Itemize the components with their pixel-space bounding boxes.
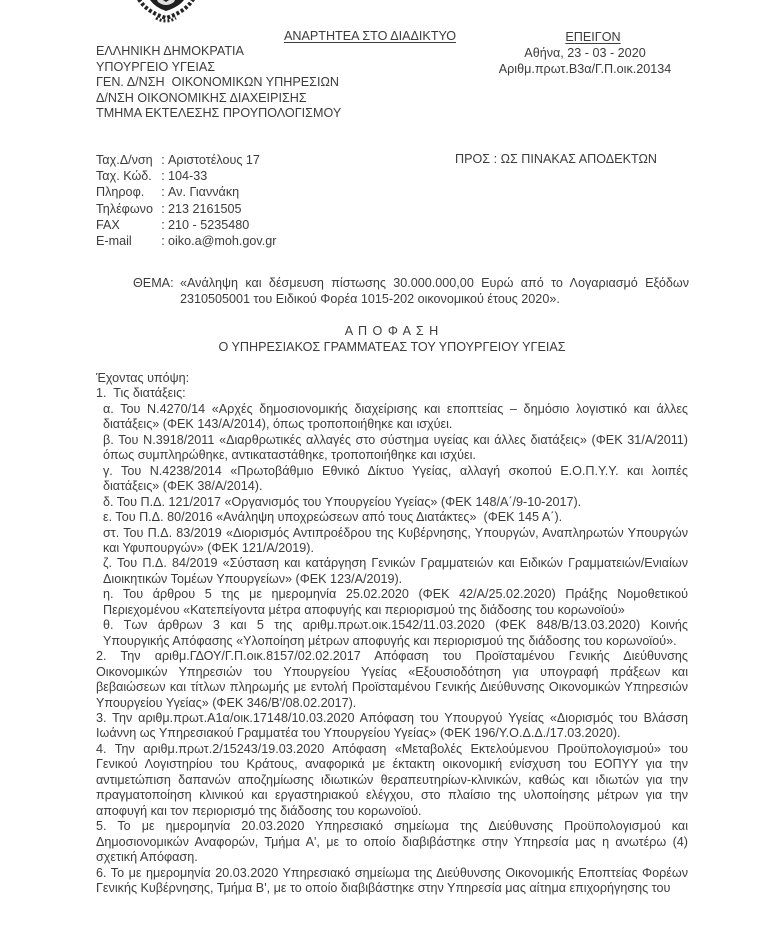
subject-text: «Ανάληψη και δέσμευση πίστωσης 30.000.000,00 Ευρώ από το Λογαριασμό Εξόδων 2310505001 του Ειδικού Φορέα 1015-202 οικονομικού έτους 2020». bbox=[180, 276, 689, 306]
contact-value: oiko.a@moh.gov.gr bbox=[168, 234, 277, 249]
org-line-ministry: ΥΠΟΥΡΓΕΙΟ ΥΓΕΙΑΣ bbox=[96, 59, 216, 74]
body-item-1c: γ. Του Ν.4238/2014 «Πρωτοβάθμιο Εθνικό Δίκτυο Υγείας, αλλαγή σκοπού Ε.Ο.Π.Υ.Υ. και λοιπές διατάξεις» (ΦΕΚ 38/Α/2014). bbox=[103, 463, 688, 494]
web-posting-notice: ΑΝΑΡΤΗΤΕΑ ΣΤΟ ΔΙΑΔΙΚΤΥΟ bbox=[283, 29, 457, 43]
contact-row-email bbox=[96, 233, 276, 249]
recipient-line: ΠΡΟΣ : ΩΣ ΠΙΝΑΚΑΣ ΑΠΟΔΕΚΤΩΝ bbox=[455, 152, 657, 166]
body-item-4: 4. Την αριθμ.πρωτ.2/15243/19.03.2020 Απόφαση «Μεταβολές Εκτελούμενου Προϋπολογισμού» του Γενικού Λογιστηρίου του Κράτους, αναφορικά με έκτακτη οικονομική ενίσχυση του ΕΟΠΥΥ για την αντιμετώπιση δαπανών αποζημίωσης ιδιωτικών θεραπευτηρίων-κλινικών, καθώς και ιδιωτών για την πραγματοποίηση κλινικού και εργαστηριακού ελέγχου, στο πλαίσιο της υλοποίησης μέτρων για την αποφυγή και τον περιορισμό της διάδοσης του κορωνοϊού. bbox=[96, 741, 688, 818]
body-item-3: 3. Την αριθμ.πρωτ.Α1α/οικ.17148/10.03.2020 Απόφαση του Υπουργού Υγείας «Διορισμός του Βλάσση Ιωάννη ως Υπηρεσιακού Γραμματέα του Υπουργείου Υγείας» (ΦΕΚ 196/Υ.Ο.Δ.Δ./17.03.2020). bbox=[96, 710, 688, 741]
body-item-1h: η. Του άρθρου 5 της με ημερομηνία 25.02.2020 (ΦΕΚ 42/Α/25.02.2020) Πράξης Νομοθετικού Περιεχομένου «Κατεπείγοντα μέτρα αποφυγής και περιορισμού της διάδοσης του κορωνοϊού» bbox=[103, 587, 688, 617]
contact-colon: : bbox=[161, 169, 165, 184]
decision-subtitle: Ο ΥΠΗΡΕΣΙΑΚΟΣ ΓΡΑΜΜΑΤΕΑΣ ΤΟΥ ΥΠΟΥΡΓΕΙΟΥ ΥΓΕΙΑΣ bbox=[218, 340, 566, 354]
contact-colon: : bbox=[161, 201, 165, 216]
body-item-1b: β. Του Ν.3918/2011 «Διαρθρωτικές αλλαγές στο σύστημα υγείας και άλλες διατάξεις» (ΦΕΚ 31/Α/2011) όπως συμπληρώθηκε, αντικαταστάθηκε, τροποποιήθηκε και ισχύει. bbox=[103, 432, 688, 463]
body-item-1a: α. Του Ν.4270/14 «Αρχές δημοσιονομικής διαχείρισης και εποπτείας – δημόσιο λογιστικό και άλλες διατάξεις» (ΦΕΚ 143/Α/2014), όπως τροποποιήθηκε και ισχύει. bbox=[103, 401, 688, 432]
body-item-1d: δ. Του Π.Δ. 121/2017 «Οργανισμός του Υπουργείου Υγείας» (ΦΕΚ 148/Α΄/9-10-2017). bbox=[103, 494, 582, 509]
body-item-1z: ζ. Του Π.Δ. 84/2019 «Σύσταση και κατάργηση Γενικών Γραμματειών και Ειδικών Γραμματειών/Ενιαίων Διοικητικών Τομέων Υπουργείων» (ΦΕΚ 123/Α/2019). bbox=[103, 556, 688, 586]
subject-block bbox=[133, 276, 689, 308]
body-item-5: 5. Το με ημερομηνία 20.03.2020 Υπηρεσιακό σημείωμα της Διεύθυνσης Προϋπολογισμού και Δημοσιονομικών Αναφορών, Τμήμα Α', με το οποίο διαβιβάστηκε στην Υπηρεσία μας η ανωτέρω (4) σχετική Απόφαση. bbox=[96, 819, 688, 865]
city-date: Αθήνα, 23 - 03 - 2020 bbox=[524, 46, 646, 60]
body-item-1e: ε. Του Π.Δ. 80/2016 «Ανάληψη υποχρεώσεων από τους Διατάκτες» (ΦΕΚ 145 Α΄). bbox=[103, 510, 563, 525]
header-right-block bbox=[495, 29, 675, 77]
contact-value: 210 - 5235480 bbox=[168, 217, 250, 232]
body-item-2: 2. Την αριθμ.ΓΔΟΥ/Γ.Π.οικ.8157/02.02.2017 Απόφαση του Προϊσταμένου Γενικής Διεύθυνσης Οικονομικών Υπηρεσιών του Υπουργείου Υγείας «Εξουσιοδότηση για υπογραφή πράξεων και βεβαιώσεων και τίτλων πληρωμής με εντολή Προϊσταμένου Γενικής Διεύθυνσης Οικονομικών Υπηρεσιών Υπουργείου Υγείας» (ΦΕΚ 346/Β'/08.02.2017). bbox=[96, 649, 688, 710]
org-line-directorate: Δ/ΝΣΗ ΟΙΚΟΝΟΜΙΚΗΣ ΔΙΑΧΕΙΡΙΣΗΣ bbox=[96, 90, 307, 105]
contact-label: E-mail bbox=[96, 234, 132, 249]
contact-row-telephone bbox=[96, 201, 276, 217]
contact-row-information bbox=[96, 184, 276, 200]
decision-title: Α Π Ο Φ Α Σ Η bbox=[344, 324, 440, 338]
contact-row-address bbox=[96, 152, 276, 168]
protocol-number: Αριθμ.πρωτ.Β3α/Γ.Π.οικ.20134 bbox=[498, 62, 672, 76]
body-item-1st: στ. Του Π.Δ. 83/2019 «Διορισμός Αντιπροέδρου της Κυβέρνησης, Υπουργών, Αναπληρωτών Υπουργών και Υφυπουργών» (ΦΕΚ 121/Α/2019). bbox=[103, 525, 688, 555]
contact-row-fax bbox=[96, 217, 276, 233]
body-item-1: 1. Τις διατάξεις: bbox=[96, 386, 186, 401]
contact-label: Ταχ. Κώδ. bbox=[96, 169, 152, 184]
document-body bbox=[96, 371, 688, 896]
contact-label: FAX bbox=[96, 217, 120, 232]
org-line-general-directorate: ΓΕΝ. Δ/ΝΣΗ ΟΙΚΟΝΟΜΙΚΩΝ ΥΠΗΡΕΣΙΩΝ bbox=[96, 75, 339, 90]
contact-value: Αριστοτέλους 17 bbox=[168, 153, 260, 167]
contact-value: Αν. Γιαννάκη bbox=[168, 185, 240, 200]
contact-value: 104-33 bbox=[168, 169, 208, 184]
org-block bbox=[96, 44, 341, 122]
contact-label: Τηλέφωνο bbox=[96, 201, 153, 216]
contact-block bbox=[96, 152, 276, 249]
subject-label: ΘΕΜΑ: bbox=[133, 276, 174, 290]
body-item-1th: θ. Των άρθρων 3 και 5 της αριθμ.πρωτ.οικ.1542/11.03.2020 (ΦΕΚ 848/Β/13.03.2020) Κοινής Υπουργικής Απόφασης «Υλοποίηση μέτρων αποφυγής και περιορισμού της διάδοσης του κορωνοϊού». bbox=[103, 618, 688, 648]
contact-colon: : bbox=[161, 217, 165, 232]
greek-state-emblem-icon bbox=[126, 0, 206, 33]
contact-label: Ταχ.Δ/νση bbox=[96, 153, 153, 167]
contact-colon: : bbox=[161, 185, 165, 200]
contact-label: Πληροφ. bbox=[96, 185, 145, 200]
body-item-6: 6. Το με ημερομηνία 20.03.2020 Υπηρεσιακό σημείωμα της Διεύθυνσης Οικονομικής Εποπτείας Φορέων Γενικής Κυβέρνησης, Τμήμα Β', με το οποίο διαβιβάστηκε στην Υπηρεσία μας αίτημα επιχορήγησης του bbox=[96, 865, 688, 895]
body-intro: Έχοντας υπόψη: bbox=[96, 371, 190, 385]
contact-value: 213 2161505 bbox=[168, 201, 242, 216]
contact-row-postal-code bbox=[96, 168, 276, 184]
urgent-label: ΕΠΕΙΓΟΝ bbox=[565, 30, 621, 44]
decision-heading bbox=[96, 323, 688, 355]
org-line-department: ΤΜΗΜΑ ΕΚΤΕΛΕΣΗΣ ΠΡΟΥΠΟΛΟΓΙΣΜΟΥ bbox=[96, 106, 342, 121]
org-line-republic: ΕΛΛΗΝΙΚΗ ΔΗΜΟΚΡΑΤΙΑ bbox=[96, 44, 244, 58]
contact-colon: : bbox=[161, 234, 165, 249]
contact-colon: : bbox=[161, 153, 165, 167]
